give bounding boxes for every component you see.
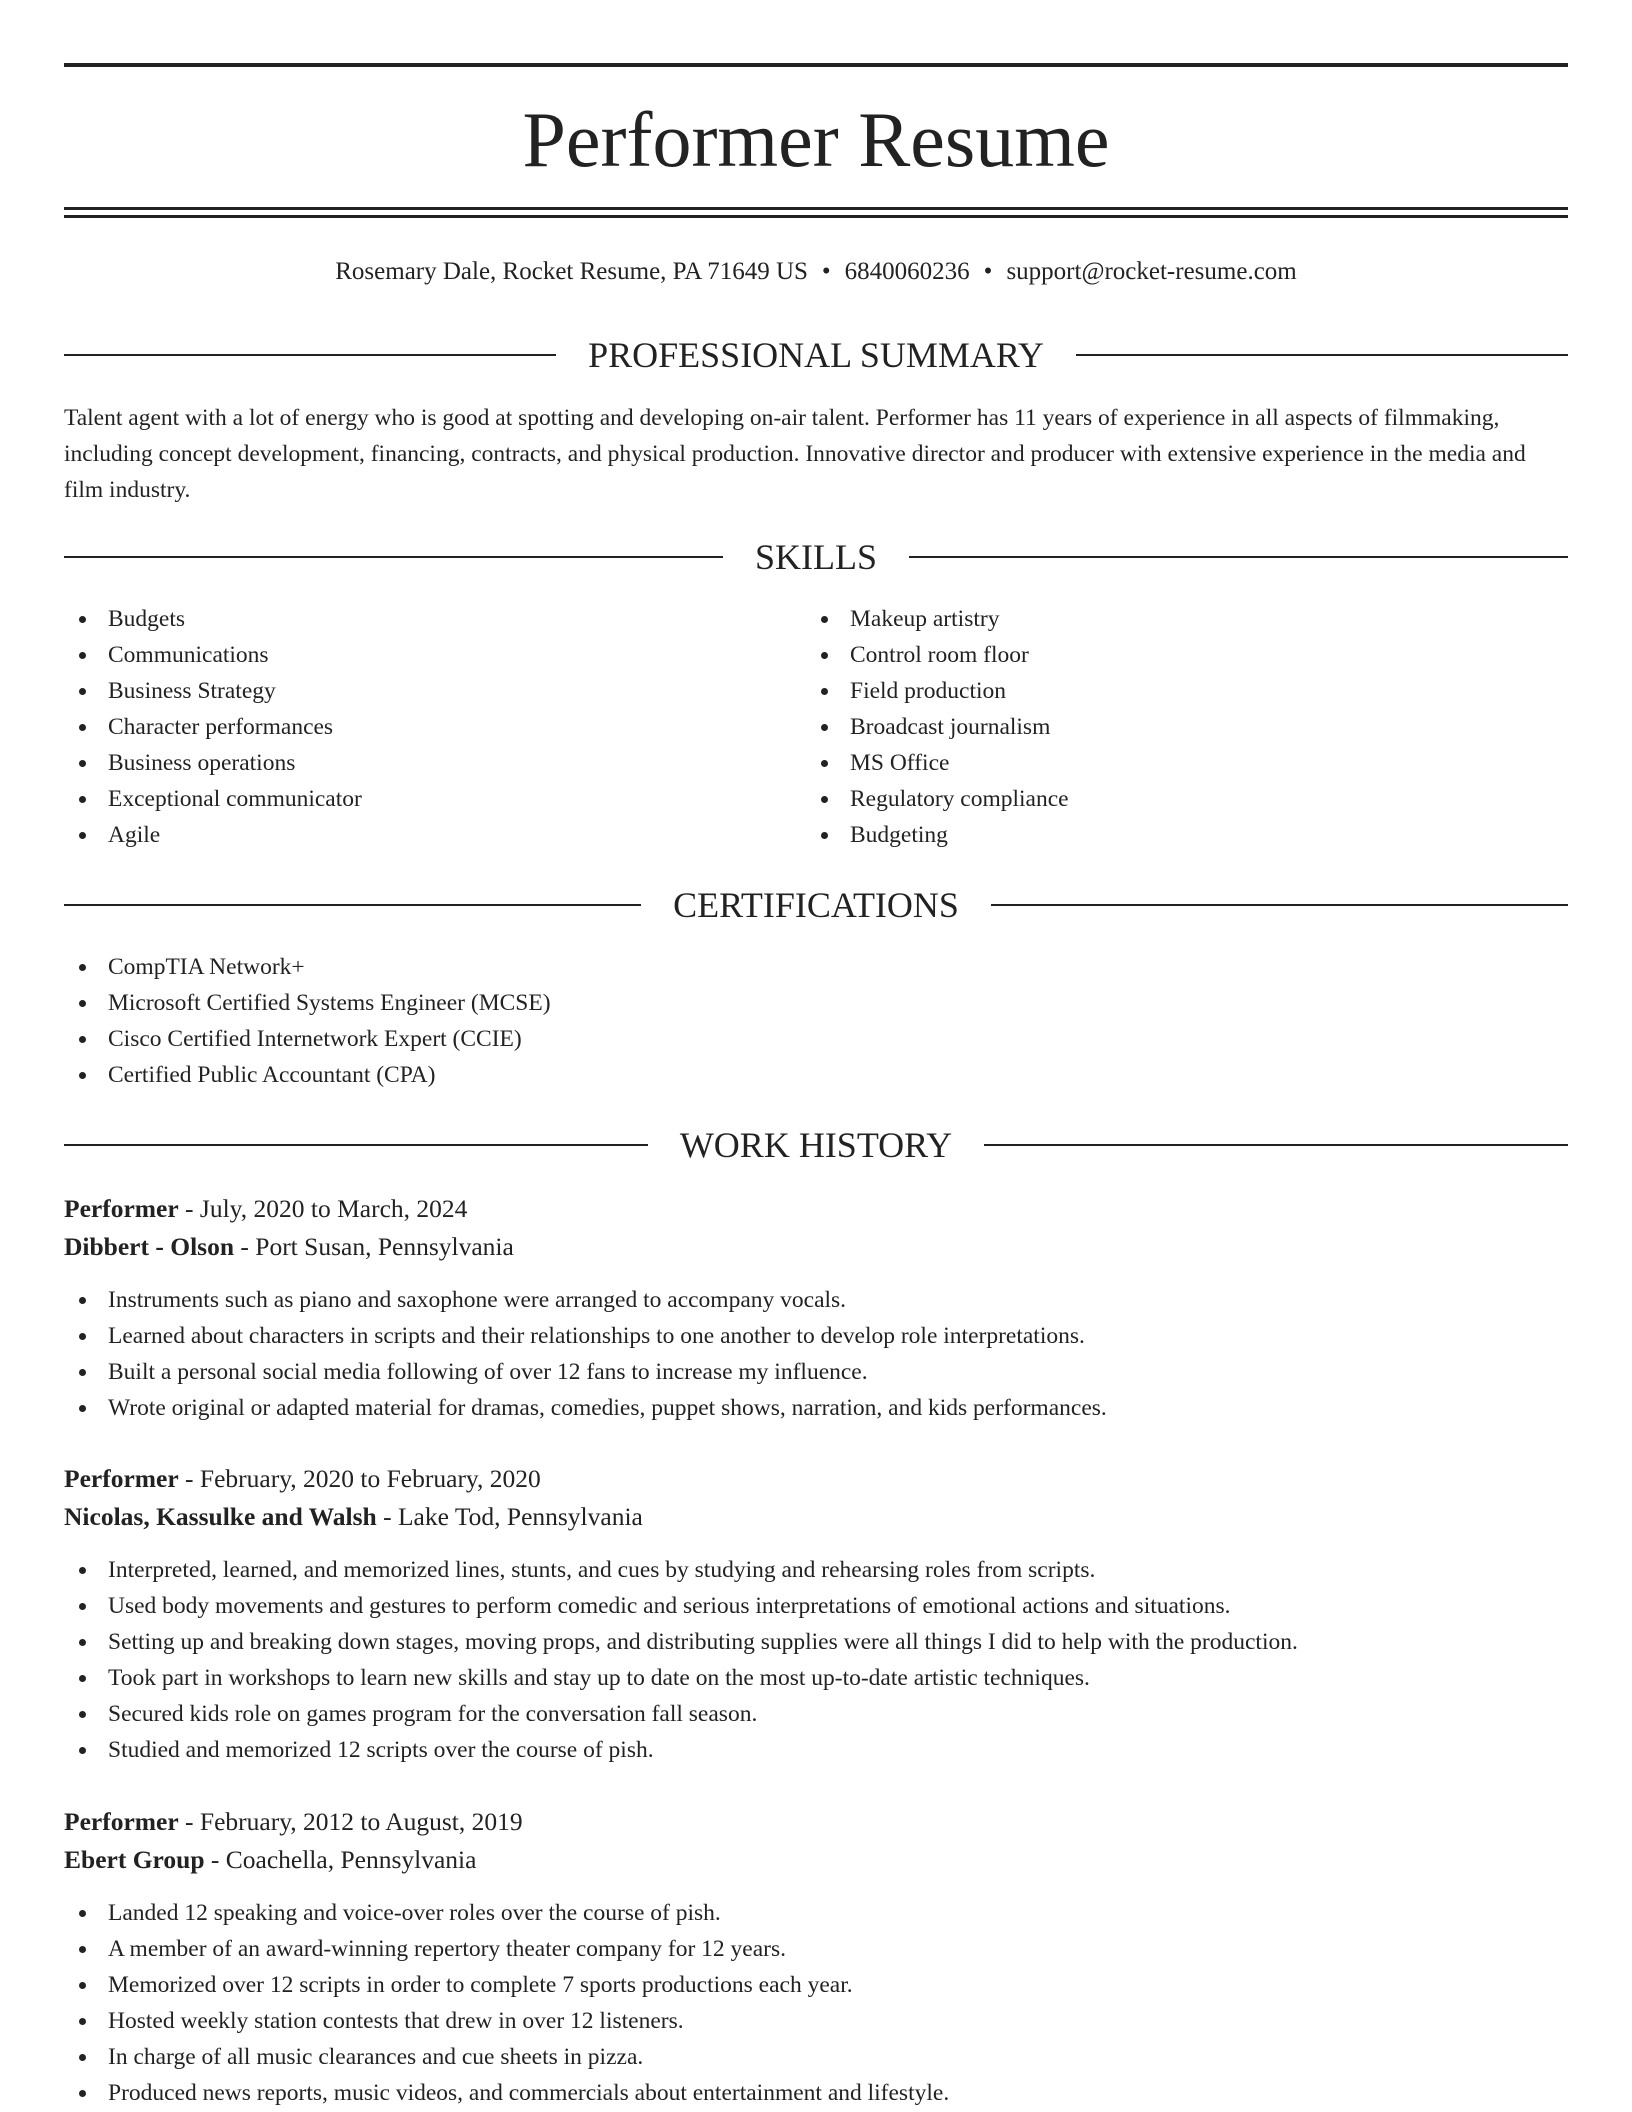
job-bullet: Took part in workshops to learn new skills and stay up to date on the most up-to-date artistic techniques. [64, 1660, 1568, 1696]
certification-item: Microsoft Certified Systems Engineer (MCSE) [64, 985, 551, 1021]
summary-text: Talent agent with a lot of energy who is good at spotting and developing on-air talent. Performer has 11 years of experience in all aspects of filmmaking, including concept development, financing, contracts, and physical production. Innovative director and producer with extensive experience in the media and film industry. [64, 405, 1526, 503]
job-company-line [64, 1841, 1568, 1879]
skill-item: Field production [806, 673, 1069, 709]
heading-rule [64, 556, 723, 558]
skill-item: Business operations [64, 745, 362, 781]
contact-phone: 6840060236 [844, 258, 970, 285]
section-title: WORK HISTORY [679, 1125, 953, 1165]
heading-rule [909, 556, 1568, 558]
skill-item: Makeup artistry [806, 601, 1069, 637]
job-dates: - February, 2020 to February, 2020 [178, 1464, 541, 1493]
skill-item: Exceptional communicator [64, 781, 362, 817]
job-company: Nicolas, Kassulke and Walsh [64, 1502, 377, 1531]
heading-rule [984, 1144, 1568, 1146]
skill-item: Broadcast journalism [806, 709, 1069, 745]
job-company-line [64, 1228, 1568, 1266]
section-heading-summary [64, 333, 1568, 377]
page-title: Performer Resume [522, 96, 1110, 183]
job-bullet: Studied and memorized 12 scripts over the course of pish. [64, 1732, 1568, 1768]
heading-rule [991, 904, 1568, 906]
job-entry [64, 1803, 1568, 2111]
section-title: PROFESSIONAL SUMMARY [588, 335, 1044, 375]
skill-item: Budgeting [806, 817, 1069, 853]
contact-email: support@rocket-resume.com [1006, 258, 1297, 285]
job-bullet: Secured kids role on games program for the conversation fall season. [64, 1696, 1568, 1732]
skill-item: Budgets [64, 601, 362, 637]
skill-item: Control room floor [806, 637, 1069, 673]
heading-rule [64, 904, 641, 906]
certifications-list [64, 949, 551, 1093]
skill-item: MS Office [806, 745, 1069, 781]
job-bullet: Learned about characters in scripts and their relationships to one another to develop role interpretations. [64, 1318, 1568, 1354]
job-location: - Coachella, Pennsylvania [204, 1845, 477, 1874]
certification-item: Cisco Certified Internetwork Expert (CCIE) [64, 1021, 551, 1057]
title-rule-upper [64, 207, 1568, 210]
job-entry [64, 1460, 1568, 1768]
section-title: SKILLS [755, 537, 878, 577]
title-rule-lower [64, 215, 1568, 218]
heading-rule [1076, 354, 1568, 356]
section-title: CERTIFICATIONS [673, 885, 959, 925]
job-bullet: A member of an award-winning repertory theater company for 12 years. [64, 1931, 1568, 1967]
skill-item: Agile [64, 817, 362, 853]
job-title-line [64, 1803, 1568, 1841]
job-title-line [64, 1460, 1568, 1498]
job-location: - Port Susan, Pennsylvania [234, 1232, 514, 1261]
skill-item: Regulatory compliance [806, 781, 1069, 817]
job-bullet: Instruments such as piano and saxophone were arranged to accompany vocals. [64, 1282, 1568, 1318]
job-dates: - July, 2020 to March, 2024 [178, 1194, 468, 1223]
heading-rule [64, 1144, 648, 1146]
job-entry [64, 1190, 1568, 1426]
job-bullet: Setting up and breaking down stages, moving props, and distributing supplies were all things I did to help with the production. [64, 1624, 1568, 1660]
heading-rule [64, 354, 556, 356]
job-bullet: Memorized over 12 scripts in order to complete 7 sports productions each year. [64, 1967, 1568, 2003]
job-bullet: Hosted weekly station contests that drew in over 12 listeners. [64, 2003, 1568, 2039]
section-heading-work-history [64, 1123, 1568, 1167]
job-title: Performer [64, 1464, 179, 1493]
top-rule [64, 63, 1568, 67]
job-bullet: In charge of all music clearances and cue sheets in pizza. [64, 2039, 1568, 2075]
certification-item: Certified Public Accountant (CPA) [64, 1057, 551, 1093]
job-title: Performer [64, 1807, 179, 1836]
contact-separator: • [821, 258, 831, 285]
job-bullets [64, 1895, 1568, 2111]
section-heading-skills [64, 535, 1568, 579]
skill-item: Character performances [64, 709, 362, 745]
skills-list-left [64, 601, 362, 853]
section-heading-certifications [64, 883, 1568, 927]
job-company: Ebert Group [64, 1845, 205, 1874]
job-title-line [64, 1190, 1568, 1228]
job-bullets [64, 1282, 1568, 1426]
job-title: Performer [64, 1194, 179, 1223]
skill-item: Business Strategy [64, 673, 362, 709]
job-bullets [64, 1552, 1568, 1768]
contact-line [64, 255, 1568, 289]
job-bullet: Used body movements and gestures to perform comedic and serious interpretations of emotional actions and situations. [64, 1588, 1568, 1624]
job-bullet: Built a personal social media following of over 12 fans to increase my influence. [64, 1354, 1568, 1390]
job-company: Dibbert - Olson [64, 1232, 235, 1261]
job-location: - Lake Tod, Pennsylvania [376, 1502, 643, 1531]
job-bullet: Interpreted, learned, and memorized lines, stunts, and cues by studying and rehearsing roles from scripts. [64, 1552, 1568, 1588]
contact-separator: • [983, 258, 993, 285]
job-dates: - February, 2012 to August, 2019 [178, 1807, 523, 1836]
skill-item: Communications [64, 637, 362, 673]
contact-address: Rosemary Dale, Rocket Resume, PA 71649 US [335, 258, 808, 285]
job-bullet: Produced news reports, music videos, and commercials about entertainment and lifestyle. [64, 2075, 1568, 2111]
job-company-line [64, 1498, 1568, 1536]
job-bullet: Landed 12 speaking and voice-over roles over the course of pish. [64, 1895, 1568, 1931]
skills-list-right [806, 601, 1069, 853]
certification-item: CompTIA Network+ [64, 949, 551, 985]
job-bullet: Wrote original or adapted material for dramas, comedies, puppet shows, narration, and kids performances. [64, 1390, 1568, 1426]
